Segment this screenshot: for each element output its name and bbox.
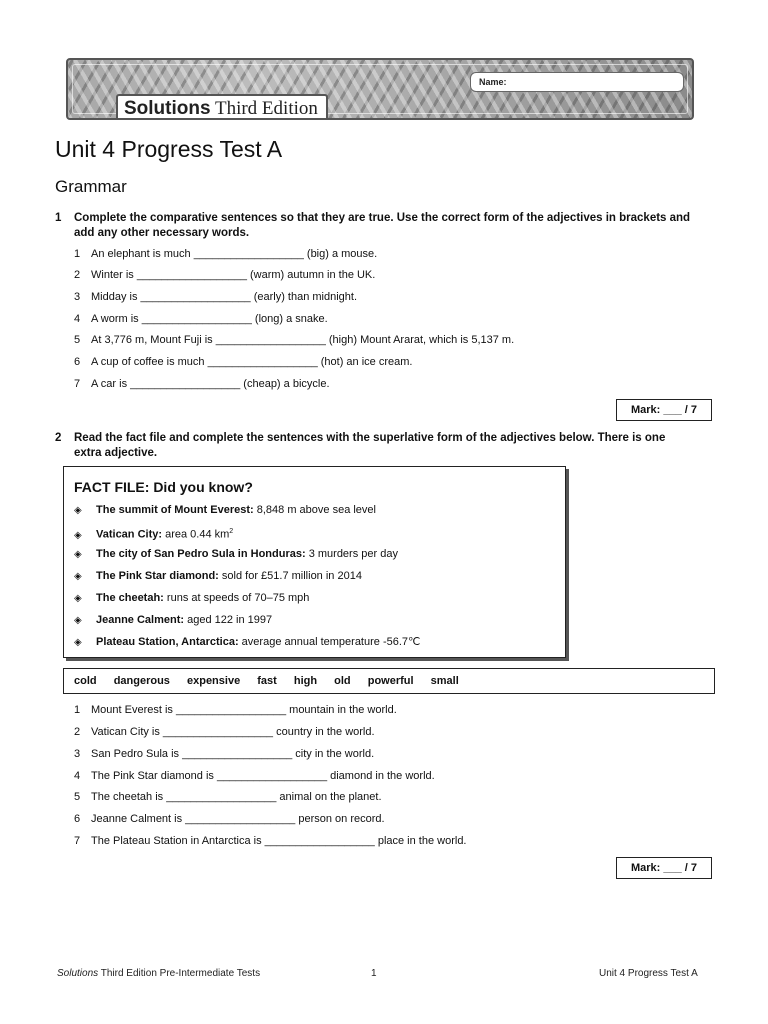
q2-item: 3 San Pedro Sula is __________________ city in the world.	[74, 748, 375, 760]
diamond-bullet-icon: ◈	[74, 505, 82, 516]
question-number: 1	[55, 212, 62, 224]
diamond-bullet-icon: ◈	[74, 637, 82, 648]
word-option: small	[430, 675, 459, 687]
section-heading: Grammar	[55, 177, 127, 196]
q1-item: 1 An elephant is much __________________ (big) a mouse.	[74, 248, 378, 260]
word-option: high	[293, 675, 318, 687]
brand-logo	[116, 94, 328, 120]
fact-item: ◈ Jeanne Calment: aged 122 in 1997	[74, 614, 273, 626]
question-text: Complete the comparative sentences so that they are true. Use the correct form of the adjectives in brackets and add any other necessary words.	[74, 212, 691, 239]
brand-rest: Third Edition	[210, 98, 318, 119]
word-option: cold	[74, 675, 97, 687]
q1-item: 5 At 3,776 m, Mount Fuji is __________________ (high) Mount Ararat, which is 5,137 m.	[74, 334, 515, 346]
question-text: Read the fact file and complete the sentences with the superlative form of the adjectives below. There is one extra adjective.	[74, 432, 666, 459]
diamond-bullet-icon: ◈	[74, 549, 82, 560]
diamond-bullet-icon: ◈	[74, 529, 82, 541]
q2-mark-box[interactable]: Mark: ___ / 7	[616, 857, 712, 879]
brand-bold: Solutions	[124, 98, 211, 119]
page-title: Unit 4 Progress Test A	[55, 136, 283, 162]
question-number: 2	[55, 432, 62, 444]
footer-left: Solutions Third Edition Pre-Intermediate Tests	[57, 968, 261, 979]
fact-item: ◈ Plateau Station, Antarctica: average annual temperature -56.7℃	[74, 636, 421, 648]
diamond-bullet-icon: ◈	[74, 615, 82, 626]
header-banner	[66, 58, 694, 120]
q1-item: 7 A car is __________________ (cheap) a bicycle.	[74, 378, 330, 390]
fact-file-box	[63, 466, 566, 658]
fact-item: ◈ The city of San Pedro Sula in Honduras: 3 murders per day	[74, 548, 398, 560]
q1-item: 4 A worm is __________________ (long) a snake.	[74, 313, 328, 325]
q2-item: 1 Mount Everest is __________________ mountain in the world.	[74, 704, 397, 716]
footer-right: Unit 4 Progress Test A	[599, 968, 698, 979]
q1-mark-box[interactable]: Mark: ___ / 7	[616, 399, 712, 421]
name-field[interactable]	[470, 72, 684, 92]
q2-item: 2 Vatican City is __________________ country in the world.	[74, 726, 375, 738]
word-option: old	[334, 675, 351, 687]
q2-item: 4 The Pink Star diamond is __________________ diamond in the world.	[74, 770, 435, 782]
q2-item: 7 The Plateau Station in Antarctica is __________________ place in the world.	[74, 835, 467, 847]
q2-item: 6 Jeanne Calment is __________________ person on record.	[74, 813, 385, 825]
footer-page-number: 1	[371, 968, 377, 979]
name-label: Name:	[479, 77, 507, 87]
q1-item: 3 Midday is __________________ (early) than midnight.	[74, 291, 358, 303]
word-option: fast	[257, 675, 277, 687]
adjective-word-box	[63, 668, 715, 694]
word-option: dangerous	[113, 675, 170, 687]
word-option: expensive	[186, 675, 241, 687]
fact-item: ◈ Vatican City: area 0.44 $km^2$	[74, 528, 234, 541]
diamond-bullet-icon: ◈	[74, 593, 82, 604]
q2-item: 5 The cheetah is __________________ animal on the planet.	[74, 791, 382, 803]
word-option: powerful	[367, 675, 414, 687]
q1-item: 2 Winter is __________________ (warm) autumn in the UK.	[74, 269, 376, 281]
fact-file-title: FACT FILE: Did you know?	[74, 479, 253, 495]
fact-item: ◈ The cheetah: runs at speeds of 70–75 mph	[74, 592, 310, 604]
fact-item: ◈ The Pink Star diamond: sold for £51.7 million in 2014	[74, 570, 362, 582]
diamond-bullet-icon: ◈	[74, 571, 82, 582]
fact-item: ◈ The summit of Mount Everest: 8,848 m above sea level	[74, 504, 376, 516]
q1-item: 6 A cup of coffee is much __________________ (hot) an ice cream.	[74, 356, 413, 368]
